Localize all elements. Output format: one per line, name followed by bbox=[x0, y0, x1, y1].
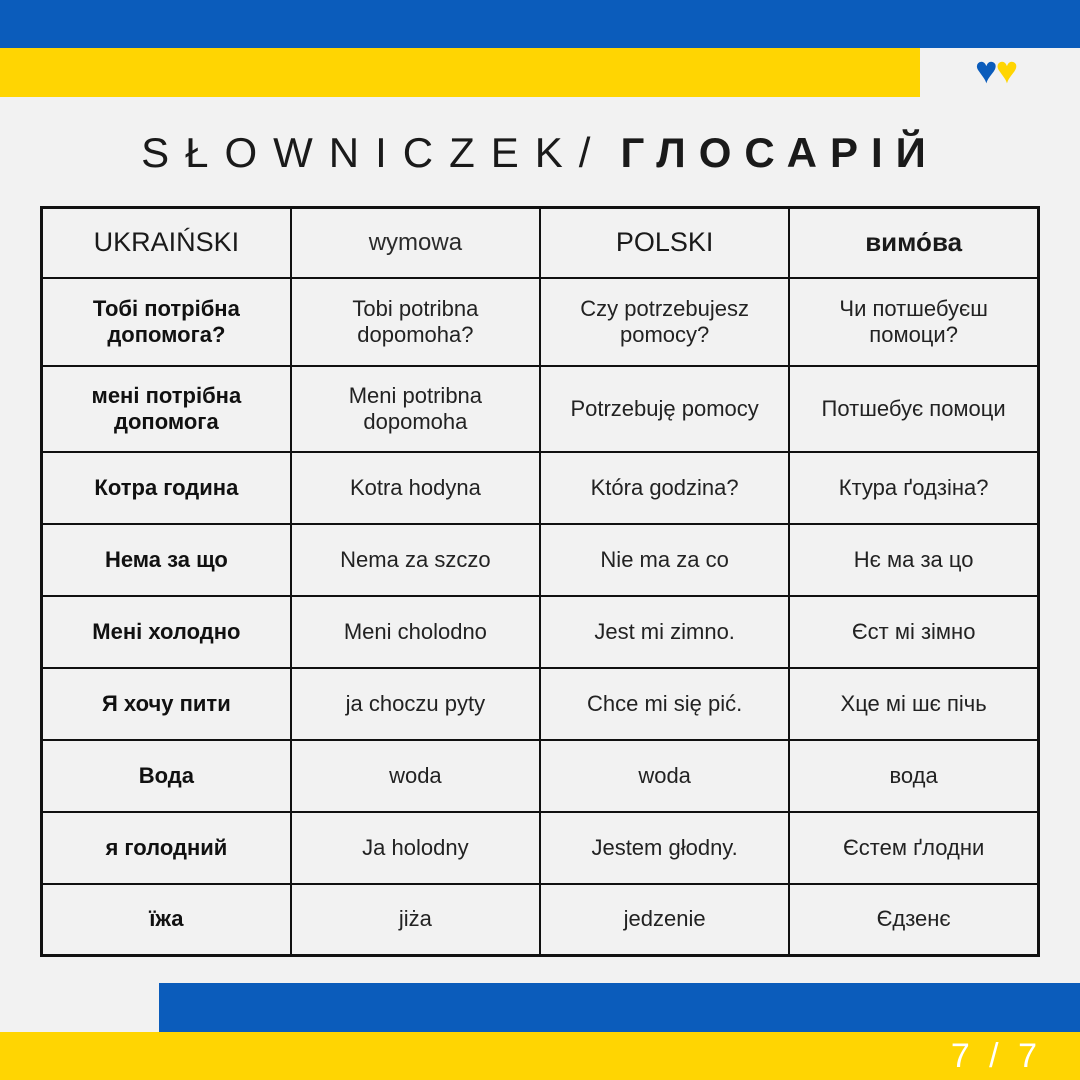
table-row bbox=[42, 596, 1039, 668]
cell-vymova: вода bbox=[789, 740, 1038, 812]
table-row bbox=[42, 366, 1039, 452]
column-header-polski: POLSKI bbox=[540, 208, 789, 278]
glossary-table-body bbox=[42, 278, 1039, 956]
cell-polish: Nie ma za co bbox=[540, 524, 789, 596]
cell-ukrainian: Котра година bbox=[42, 452, 291, 524]
page-indicator: 7 / 7 bbox=[950, 1037, 1042, 1075]
page-title bbox=[0, 130, 1080, 176]
page-title-polish: SŁOWNICZEK/ bbox=[141, 129, 607, 176]
cell-vymova: Нє ма за цо bbox=[789, 524, 1038, 596]
cell-polish: Jest mi zimno. bbox=[540, 596, 789, 668]
hearts-logo bbox=[975, 52, 1016, 90]
top-yellow-bar bbox=[0, 48, 920, 97]
bottom-blue-bar bbox=[159, 983, 1080, 1032]
cell-ukrainian: Нема за що bbox=[42, 524, 291, 596]
glossary-table bbox=[40, 206, 1040, 957]
glossary-table-header bbox=[42, 208, 1039, 278]
cell-ukrainian: Я хочу пити bbox=[42, 668, 291, 740]
cell-vymova: Ктура ґодзіна? bbox=[789, 452, 1038, 524]
cell-polish: Jestem głodny. bbox=[540, 812, 789, 884]
cell-wymowa: Ja holodny bbox=[291, 812, 540, 884]
cell-vymova: Хце мі шє пічь bbox=[789, 668, 1038, 740]
column-header-vymova: вимо́ва bbox=[789, 208, 1038, 278]
cell-wymowa: jiża bbox=[291, 884, 540, 956]
cell-ukrainian: Вода bbox=[42, 740, 291, 812]
cell-vymova: Єстем ґлодни bbox=[789, 812, 1038, 884]
table-row bbox=[42, 668, 1039, 740]
cell-vymova: Чи потшебуєш помоци? bbox=[789, 278, 1038, 366]
cell-wymowa: woda bbox=[291, 740, 540, 812]
cell-ukrainian: Мені холодно bbox=[42, 596, 291, 668]
column-header-wymowa: wymowa bbox=[291, 208, 540, 278]
cell-polish: Czy potrzebujesz pomocy? bbox=[540, 278, 789, 366]
cell-vymova: Потшебує помоци bbox=[789, 366, 1038, 452]
table-row bbox=[42, 524, 1039, 596]
cell-wymowa: Meni cholodno bbox=[291, 596, 540, 668]
cell-ukrainian: їжа bbox=[42, 884, 291, 956]
cell-ukrainian: мені потрібна допомога bbox=[42, 366, 291, 452]
yellow-heart-icon: ♥ bbox=[995, 50, 1017, 92]
table-row bbox=[42, 278, 1039, 366]
cell-wymowa: Tobi potribna dopomoha? bbox=[291, 278, 540, 366]
cell-vymova: Єст мі зімно bbox=[789, 596, 1038, 668]
cell-ukrainian: я голодний bbox=[42, 812, 291, 884]
cell-wymowa: Meni potribna dopomoha bbox=[291, 366, 540, 452]
cell-vymova: Єдзенє bbox=[789, 884, 1038, 956]
cell-wymowa: Kotra hodyna bbox=[291, 452, 540, 524]
cell-polish: Potrzebuję pomocy bbox=[540, 366, 789, 452]
bottom-yellow-bar bbox=[0, 1032, 1080, 1080]
table-row bbox=[42, 452, 1039, 524]
cell-polish: Która godzina? bbox=[540, 452, 789, 524]
table-row bbox=[42, 884, 1039, 956]
cell-polish: Chce mi się pić. bbox=[540, 668, 789, 740]
header-row bbox=[42, 208, 1039, 278]
column-header-ukrainski: UKRAIŃSKI bbox=[42, 208, 291, 278]
cell-wymowa: ja choczu pyty bbox=[291, 668, 540, 740]
table-row bbox=[42, 740, 1039, 812]
top-blue-bar bbox=[0, 0, 1080, 48]
cell-polish: woda bbox=[540, 740, 789, 812]
table-row bbox=[42, 812, 1039, 884]
page-title-ukrainian: ГЛОСАРІЙ bbox=[620, 129, 939, 176]
cell-ukrainian: Тобі потрібна допомога? bbox=[42, 278, 291, 366]
cell-polish: jedzenie bbox=[540, 884, 789, 956]
blue-heart-icon: ♥ bbox=[975, 50, 996, 92]
cell-wymowa: Nema za szczo bbox=[291, 524, 540, 596]
